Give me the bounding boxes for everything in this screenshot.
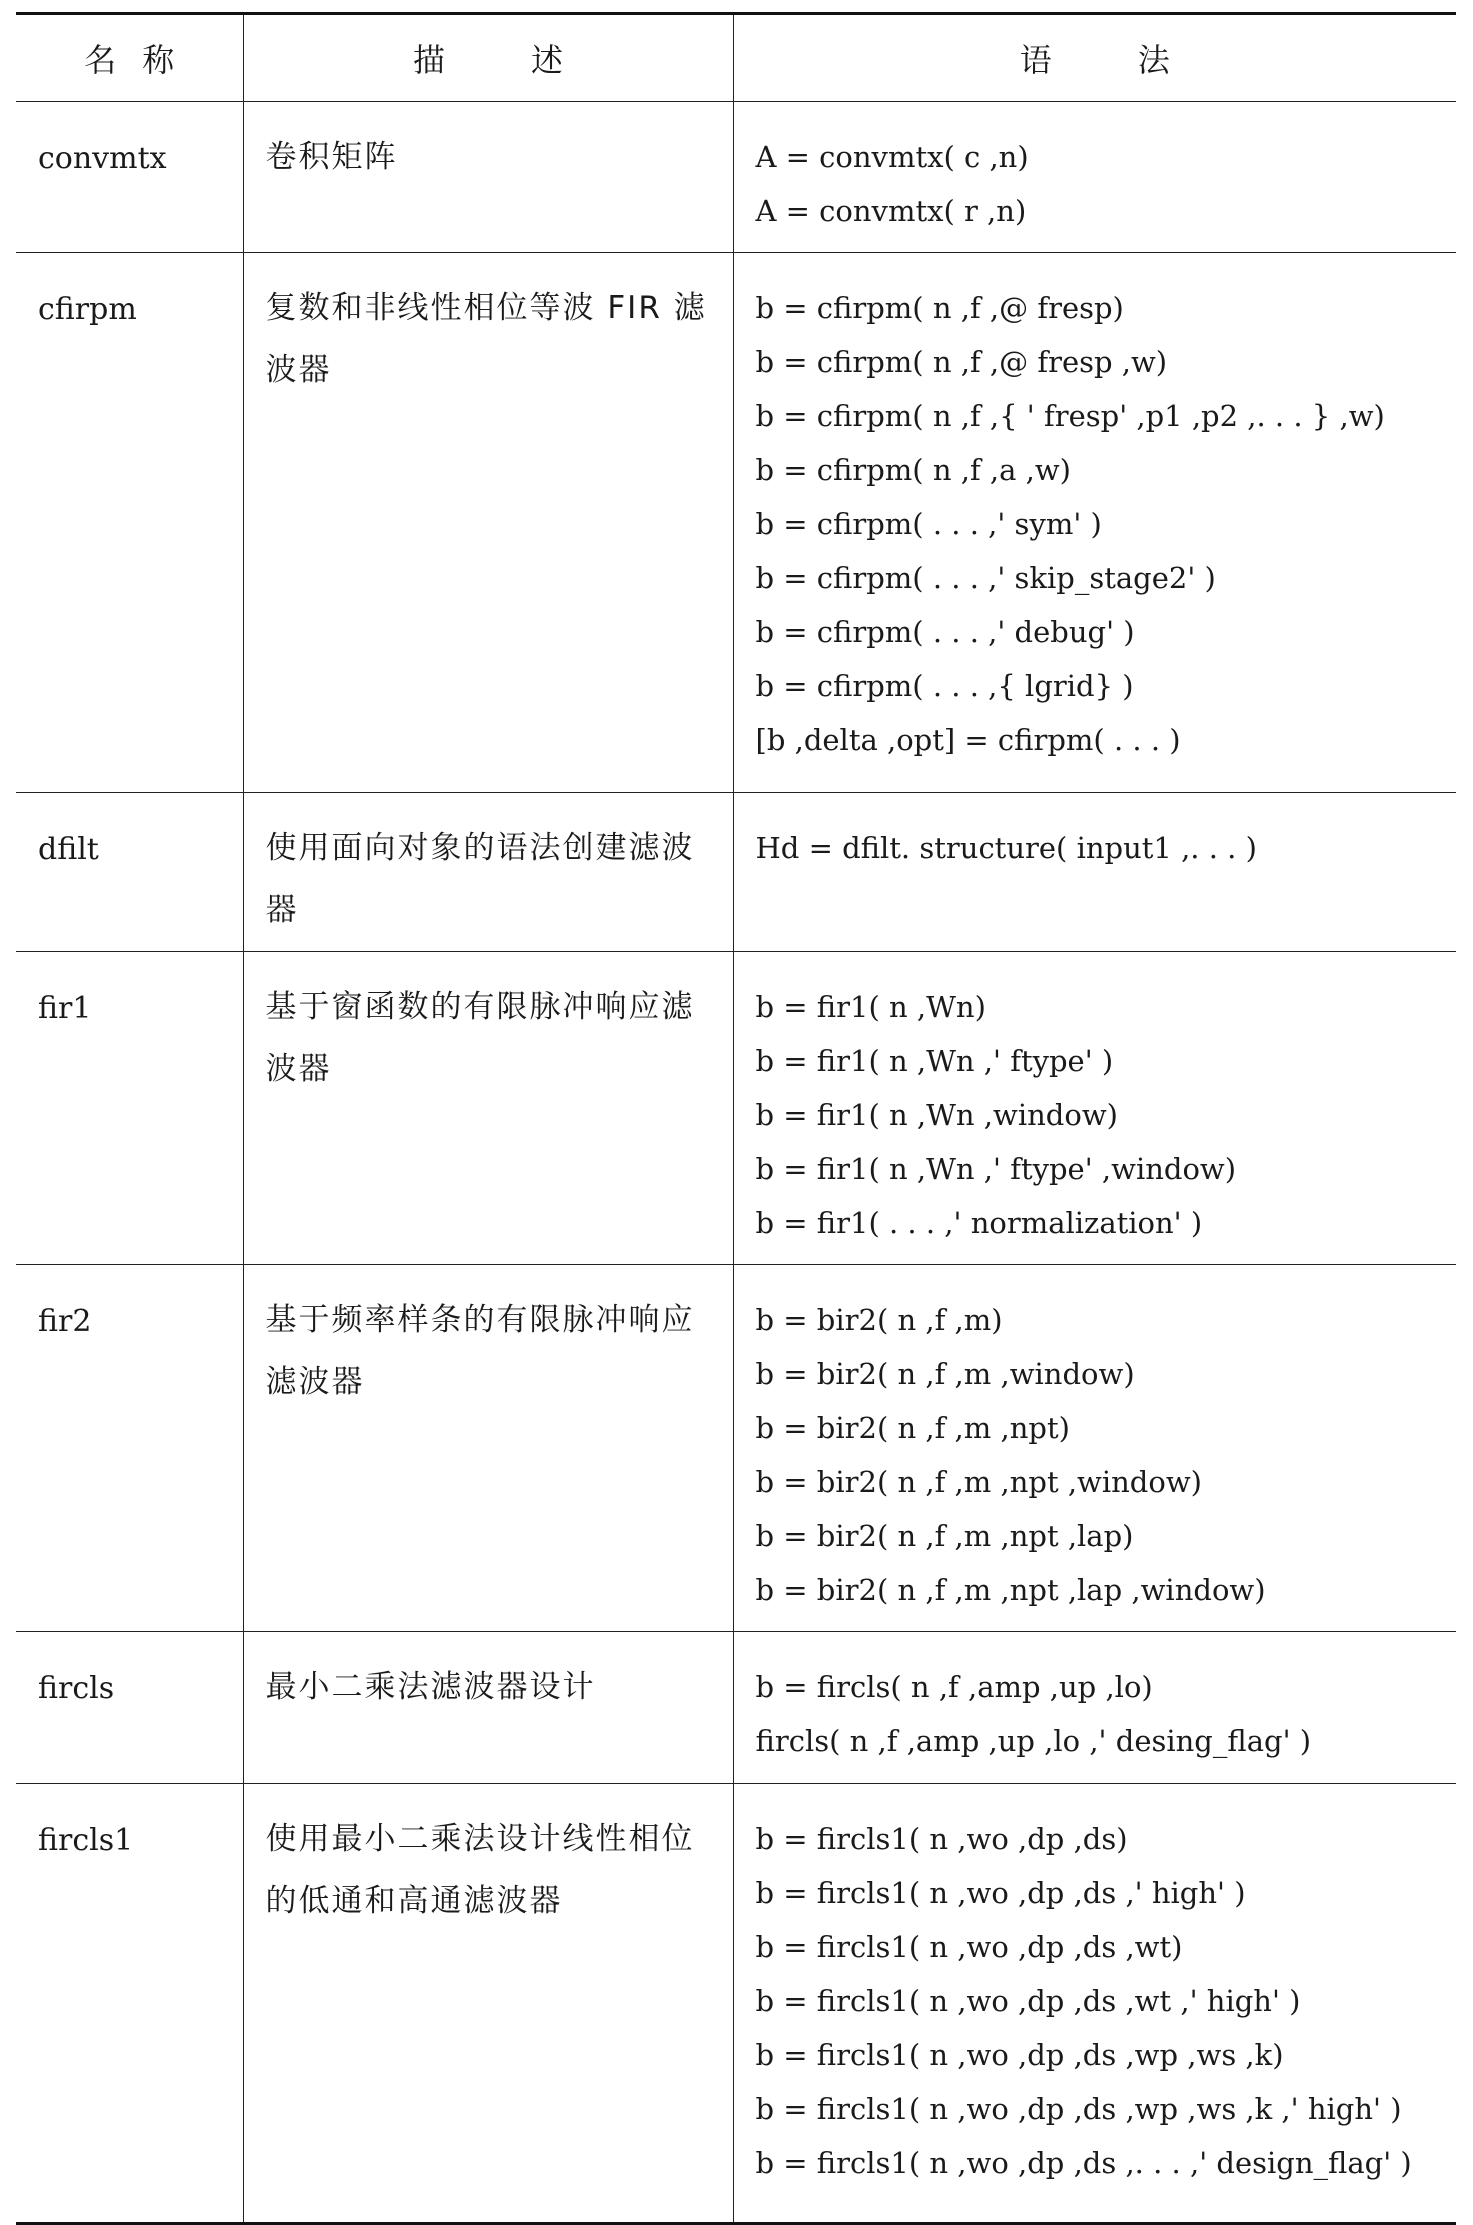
header-description-label: 描述 xyxy=(412,41,649,79)
syntax-line: b = fircls1( n ,wo ,dp ,ds ,wp ,ws ,k ,' high' ) xyxy=(755,2092,1402,2126)
syntax-line: [b ,delta ,opt] = cfirpm( . . . ) xyxy=(755,723,1181,757)
syntax-line: b = fircls1( n ,wo ,dp ,ds ,wp ,ws ,k) xyxy=(755,2038,1284,2072)
description-cell xyxy=(243,1632,733,1784)
syntax-line: b = fircls1( n ,wo ,dp ,ds) xyxy=(755,1822,1128,1856)
function-name-cell xyxy=(16,1784,243,2224)
syntax-cell xyxy=(733,1265,1456,1632)
syntax-line: b = fircls1( n ,wo ,dp ,ds ,wt ,' high' ) xyxy=(755,1984,1301,2018)
syntax-line: b = fircls( n ,f ,amp ,up ,lo) xyxy=(755,1670,1153,1704)
header-cell-description xyxy=(243,14,733,102)
syntax-line: Hd = dfilt. structure( input1 ,. . . ) xyxy=(755,831,1257,865)
syntax-cell xyxy=(733,253,1456,793)
header-row xyxy=(16,14,1456,102)
syntax-line: b = bir2( n ,f ,m ,npt ,lap) xyxy=(755,1519,1134,1553)
syntax-line: b = bir2( n ,f ,m ,npt ,window) xyxy=(755,1465,1202,1499)
header-cell-name xyxy=(16,14,243,102)
syntax-line: b = cfirpm( n ,f ,a ,w) xyxy=(755,453,1071,487)
function-description: 使用面向对象的语法创建滤波器 xyxy=(265,830,695,928)
syntax-line: b = cfirpm( n ,f ,{ ' fresp' ,p1 ,p2 ,. . . } ,w) xyxy=(755,399,1385,433)
table-row xyxy=(16,793,1456,952)
syntax-line: b = bir2( n ,f ,m ,window) xyxy=(755,1357,1135,1391)
table-header xyxy=(16,14,1456,102)
syntax-cell xyxy=(733,102,1456,253)
syntax-line: b = fir1( n ,Wn ,window) xyxy=(755,1098,1118,1132)
description-cell xyxy=(243,793,733,952)
syntax-cell xyxy=(733,1632,1456,1784)
syntax-line: b = bir2( n ,f ,m) xyxy=(755,1303,1003,1337)
syntax-line: b = fir1( n ,Wn) xyxy=(755,990,986,1024)
function-name: fir2 xyxy=(38,1304,92,1339)
syntax-line: b = cfirpm( . . . ,' sym' ) xyxy=(755,507,1102,541)
function-description: 使用最小二乘法设计线性相位的低通和高通滤波器 xyxy=(265,1821,695,1919)
function-name: convmtx xyxy=(38,141,167,176)
function-name: dfilt xyxy=(38,832,99,867)
function-description: 复数和非线性相位等波 FIR 滤波器 xyxy=(265,290,707,388)
function-name: fircls1 xyxy=(38,1823,134,1858)
description-cell xyxy=(243,952,733,1265)
description-cell xyxy=(243,102,733,253)
table-row xyxy=(16,1632,1456,1784)
syntax-line: b = cfirpm( n ,f ,@ fresp ,w) xyxy=(755,345,1168,379)
function-description: 最小二乘法滤波器设计 xyxy=(265,1669,596,1705)
table-row xyxy=(16,253,1456,793)
function-description: 基于频率样条的有限脉冲响应滤波器 xyxy=(265,1302,695,1400)
syntax-line: A = convmtx( r ,n) xyxy=(755,194,1027,228)
syntax-line: b = cfirpm( . . . ,{ lgrid} ) xyxy=(755,669,1134,703)
header-name-label: 名称 xyxy=(84,41,201,79)
description-cell xyxy=(243,253,733,793)
table-body xyxy=(16,102,1456,2224)
syntax-line: b = fircls1( n ,wo ,dp ,ds ,. . . ,' design_flag' ) xyxy=(755,2146,1412,2180)
syntax-line: b = fir1( n ,Wn ,' ftype' ) xyxy=(755,1044,1114,1078)
function-reference-table xyxy=(16,12,1456,2225)
function-name: cfirpm xyxy=(38,292,137,327)
syntax-line: b = cfirpm( . . . ,' skip_stage2' ) xyxy=(755,561,1216,595)
description-cell xyxy=(243,1265,733,1632)
syntax-line: b = bir2( n ,f ,m ,npt ,lap ,window) xyxy=(755,1573,1266,1607)
function-name-cell xyxy=(16,253,243,793)
description-cell xyxy=(243,1784,733,2224)
function-name-cell xyxy=(16,793,243,952)
function-name: fir1 xyxy=(38,991,92,1026)
syntax-line: b = fir1( . . . ,' normalization' ) xyxy=(755,1206,1203,1240)
function-name-cell xyxy=(16,1265,243,1632)
table-row xyxy=(16,952,1456,1265)
header-syntax-label: 语法 xyxy=(1019,41,1256,79)
syntax-line: b = cfirpm( . . . ,' debug' ) xyxy=(755,615,1135,649)
syntax-line: b = fircls1( n ,wo ,dp ,ds ,' high' ) xyxy=(755,1876,1246,1910)
table-row xyxy=(16,1265,1456,1632)
table-row xyxy=(16,1784,1456,2224)
syntax-line: b = fir1( n ,Wn ,' ftype' ,window) xyxy=(755,1152,1237,1186)
syntax-cell xyxy=(733,952,1456,1265)
function-name-cell xyxy=(16,1632,243,1784)
syntax-cell xyxy=(733,1784,1456,2224)
syntax-line: b = bir2( n ,f ,m ,npt) xyxy=(755,1411,1070,1445)
function-description: 基于窗函数的有限脉冲响应滤波器 xyxy=(265,989,695,1087)
header-cell-syntax xyxy=(733,14,1456,102)
function-name-cell xyxy=(16,102,243,253)
table-row xyxy=(16,102,1456,253)
syntax-line: b = cfirpm( n ,f ,@ fresp) xyxy=(755,291,1124,325)
function-name-cell xyxy=(16,952,243,1265)
syntax-line: fircls( n ,f ,amp ,up ,lo ,' desing_flag' ) xyxy=(755,1724,1312,1758)
function-description: 卷积矩阵 xyxy=(265,139,398,175)
syntax-line: b = fircls1( n ,wo ,dp ,ds ,wt) xyxy=(755,1930,1183,1964)
function-name: fircls xyxy=(38,1671,115,1706)
syntax-cell xyxy=(733,793,1456,952)
syntax-line: A = convmtx( c ,n) xyxy=(755,140,1029,174)
